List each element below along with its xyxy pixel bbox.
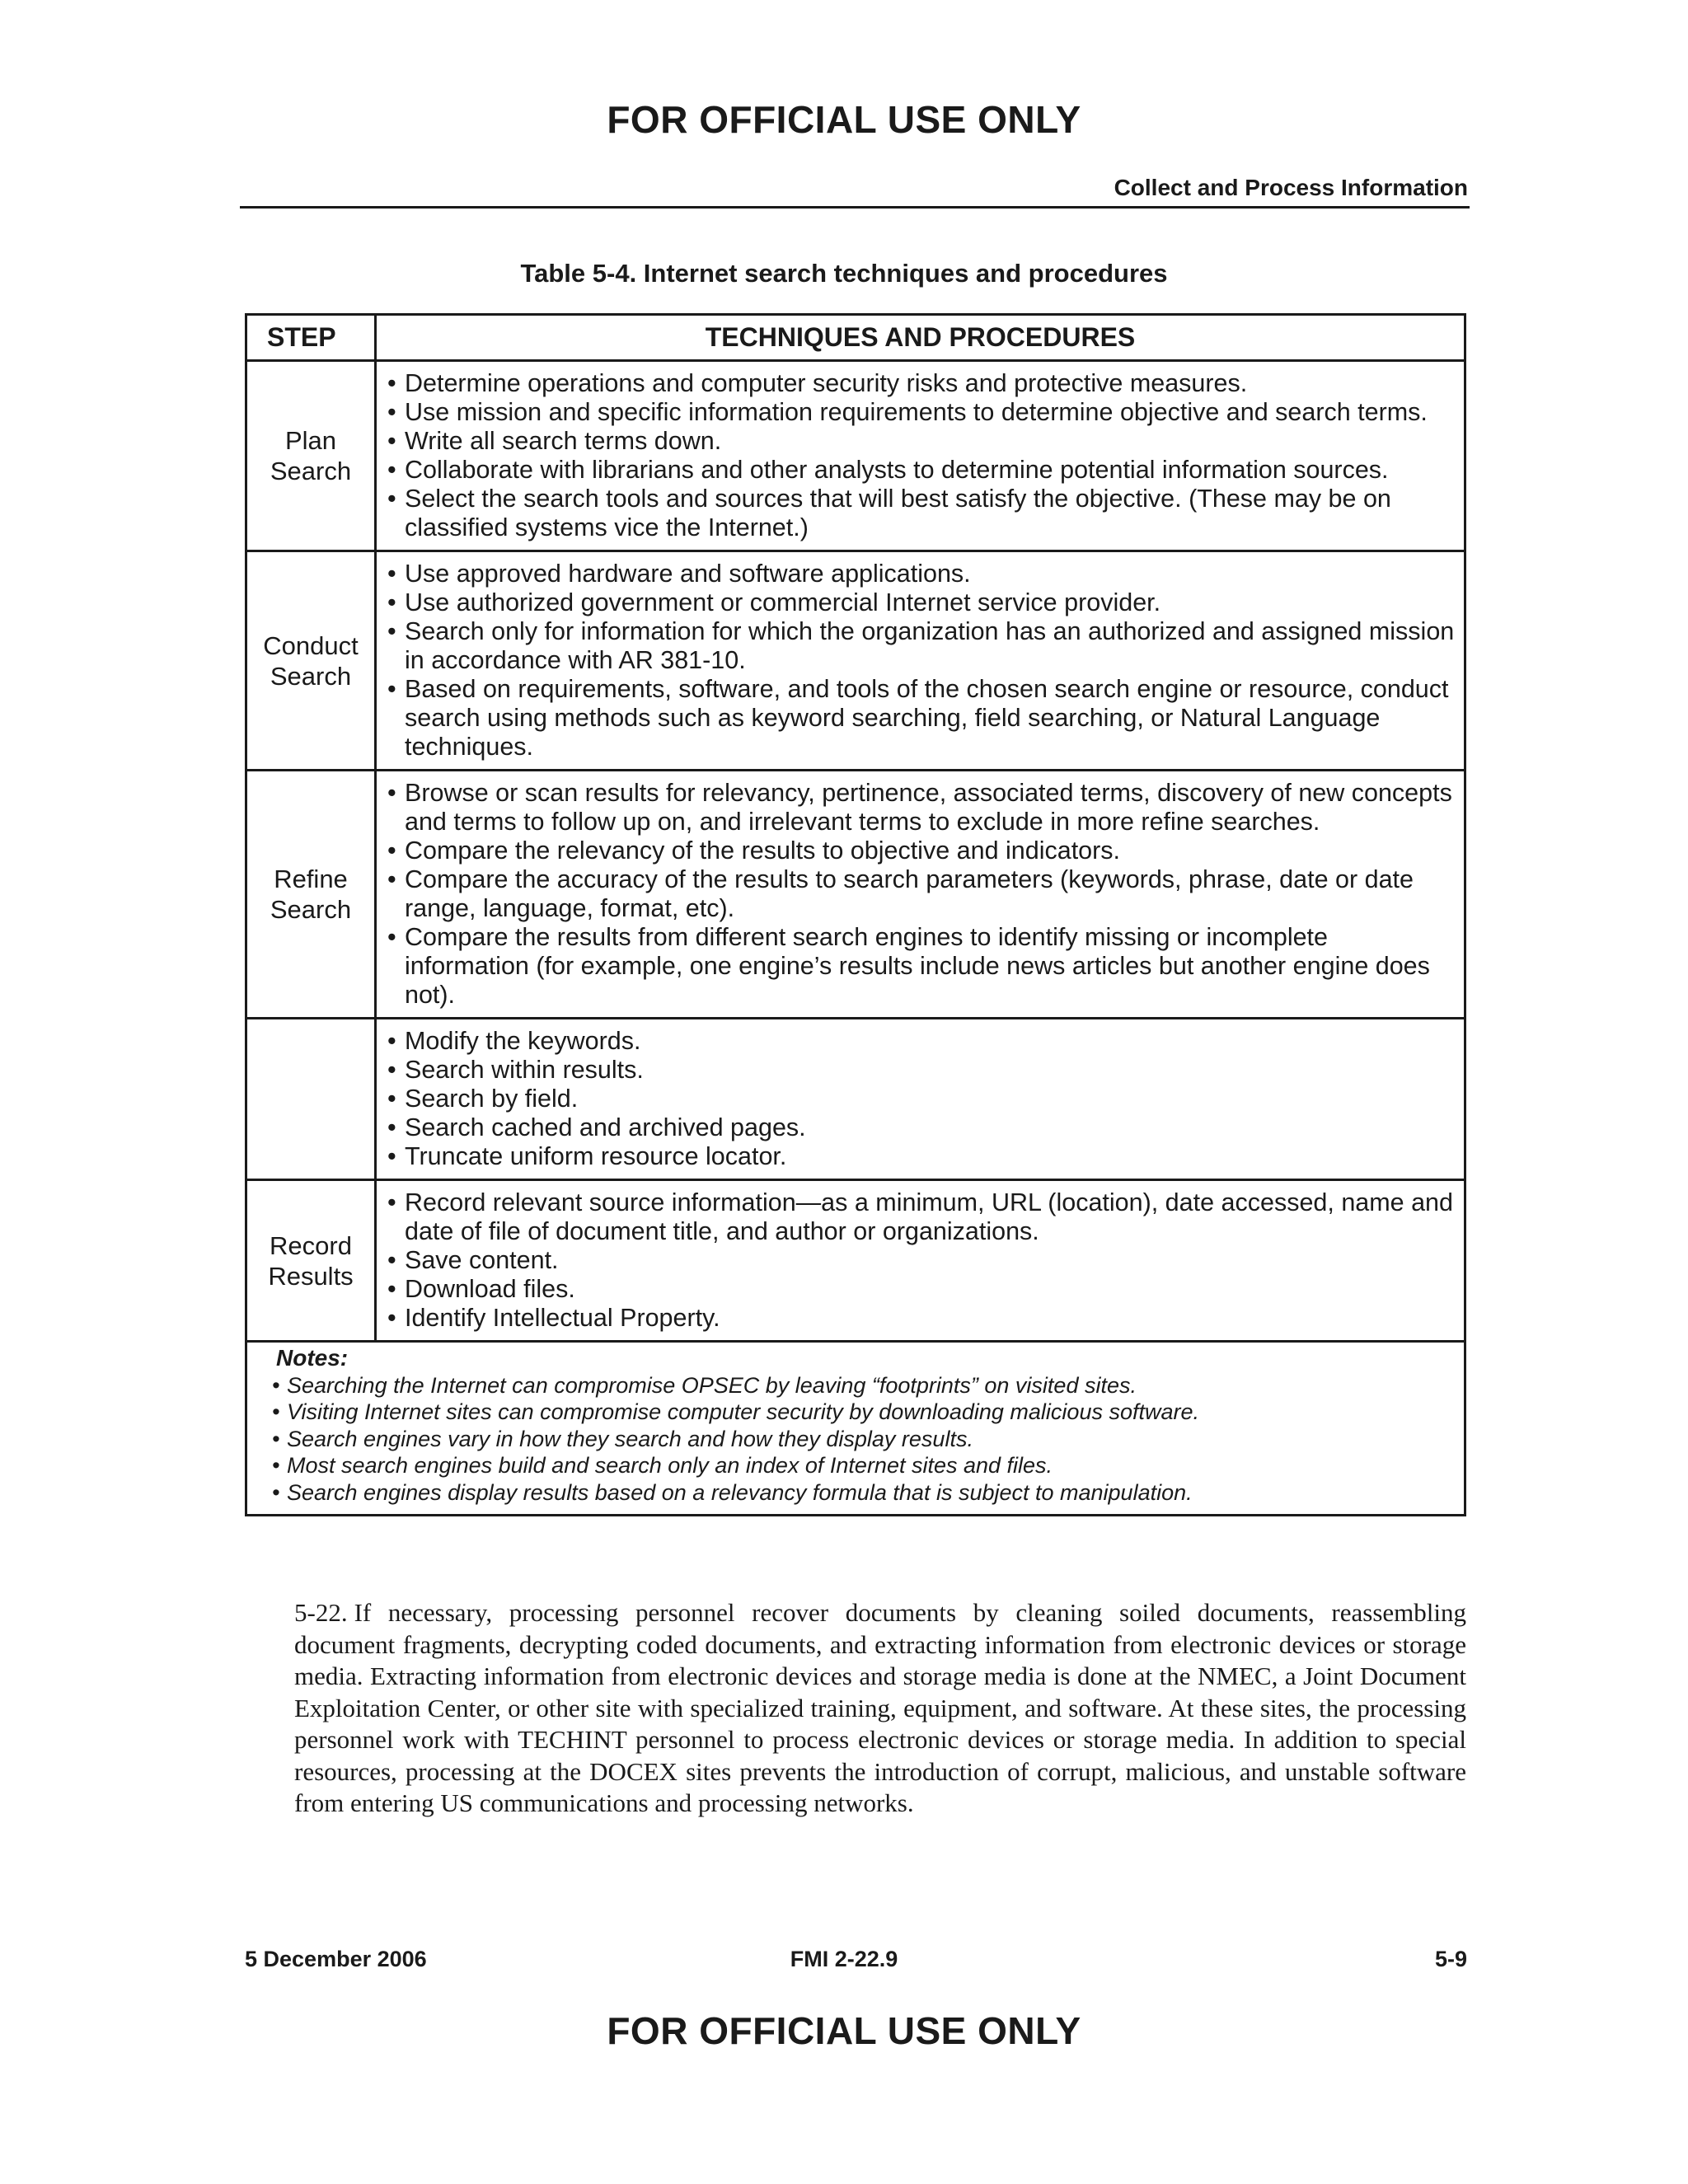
procedure-item: • Compare the accuracy of the results to search parameters (keywords, phrase, date or date range, language, format, etc).: [386, 865, 1456, 923]
procedure-list: [386, 779, 1456, 1010]
table-row: [246, 1019, 1465, 1180]
procedure-item: • Truncate uniform resource locator.: [386, 1142, 1456, 1171]
notes-list: [272, 1372, 1456, 1507]
step-cell: [246, 1019, 376, 1180]
procedure-list: [386, 369, 1456, 542]
paragraph-number: 5-22.: [294, 1598, 348, 1627]
step-cell: [246, 1180, 376, 1342]
step-column-header: STEP: [246, 315, 376, 361]
techniques-table: [245, 313, 1466, 1516]
procedure-list: [386, 560, 1456, 762]
table-title: Table 5-4. Internet search techniques and procedures: [520, 259, 1168, 288]
note-item: • Most search engines build and search only an index of Internet sites and files.: [272, 1452, 1456, 1479]
procedure-item: • Select the search tools and sources that will best satisfy the objective. (These may be on classified systems vice the Internet.): [386, 485, 1456, 542]
step-label: Search: [270, 895, 352, 924]
table-row: [246, 361, 1465, 551]
note-item: • Visiting Internet sites can compromise computer security by downloading malicious software.: [272, 1399, 1456, 1426]
procedures-cell: [376, 1019, 1465, 1180]
table-header-row: [246, 315, 1465, 361]
techniques-column-header: TECHNIQUES AND PROCEDURES: [376, 315, 1465, 361]
step-label: Search: [270, 457, 352, 485]
procedure-item: • Record relevant source information—as a minimum, URL (location), date accessed, name and date of file of document title, and author or organizations.: [386, 1188, 1456, 1246]
procedure-item: • Modify the keywords.: [386, 1027, 1456, 1056]
running-head: Collect and Process Information: [1114, 175, 1468, 200]
procedure-item: • Collaborate with librarians and other analysts to determine potential information sources.: [386, 456, 1456, 485]
procedure-item: • Search only for information for which the organization has an authorized and assigned mission in accordance with AR 381-10.: [386, 617, 1456, 675]
table-row: [246, 1180, 1465, 1342]
step-cell: [246, 361, 376, 551]
procedures-cell: [376, 551, 1465, 771]
procedure-list: [386, 1027, 1456, 1171]
procedure-item: • Search by field.: [386, 1085, 1456, 1113]
footer-date: 5 December 2006: [245, 1947, 427, 1971]
paragraph-text: If necessary, processing personnel recover documents by cleaning soiled documents, reassembling document fragments, decrypting coded documents, and extracting information from electronic devices or storage media. Extracting information from electronic devices and storage media is done at the NMEC, a Joint Document Exploitation Center, or other site with specialized training, equipment, and software. At these sites, the processing personnel work with TECHINT personnel to process electronic devices or storage media. In addition to special resources, processing at the DOCEX sites prevents the introduction of corrupt, malicious, and unstable software from entering US communications and processing networks.: [294, 1598, 1466, 1817]
bottom-security-marking: FOR OFFICIAL USE ONLY: [607, 2009, 1081, 2052]
procedure-item: • Save content.: [386, 1246, 1456, 1275]
procedures-cell: [376, 771, 1465, 1019]
note-item: • Searching the Internet can compromise OPSEC by leaving “footprints” on visited sites.: [272, 1372, 1456, 1399]
table-row: [246, 551, 1465, 771]
step-cell: [246, 771, 376, 1019]
procedures-cell: [376, 361, 1465, 551]
step-label: Plan: [284, 426, 337, 455]
step-label: Conduct: [263, 630, 359, 660]
procedure-item: • Use authorized government or commercial Internet service provider.: [386, 588, 1456, 617]
body-paragraph: [294, 1597, 1466, 1820]
procedure-item: • Based on requirements, software, and tools of the chosen search engine or resource, conduct search using methods such as keyword searching, field searching, or Natural Language techniques.: [386, 675, 1456, 762]
procedure-item: • Compare the relevancy of the results to objective and indicators.: [386, 837, 1456, 865]
step-label: Record: [270, 1230, 352, 1260]
notes-title: Notes:: [276, 1345, 349, 1371]
top-security-marking: FOR OFFICIAL USE ONLY: [607, 98, 1081, 141]
note-item: • Search engines display results based on a relevancy formula that is subject to manipulation.: [272, 1479, 1456, 1507]
step-label: Results: [268, 1261, 354, 1291]
procedure-item: • Compare the results from different search engines to identify missing or incomplete information (for example, one engine’s results include news articles but another engine does not).: [386, 923, 1456, 1010]
table-body: [246, 361, 1465, 1342]
notes-row: [246, 1342, 1465, 1516]
step-label: Search: [270, 661, 352, 691]
step-label: Refine: [274, 865, 348, 893]
procedure-item: • Identify Intellectual Property.: [386, 1304, 1456, 1333]
procedure-list: [386, 1188, 1456, 1333]
footer-page-number: 5-9: [1434, 1947, 1467, 1971]
header-rule: [240, 206, 1470, 209]
table-row: [246, 771, 1465, 1019]
procedure-item: • Use approved hardware and software applications.: [386, 560, 1456, 588]
procedure-item: • Search cached and archived pages.: [386, 1113, 1456, 1142]
procedure-item: • Browse or scan results for relevancy, pertinence, associated terms, discovery of new concepts and terms to follow up on, and irrelevant terms to exclude in more refine searches.: [386, 779, 1456, 837]
procedure-item: • Use mission and specific information requirements to determine objective and search terms.: [386, 398, 1456, 427]
procedure-item: • Download files.: [386, 1275, 1456, 1304]
procedures-cell: [376, 1180, 1465, 1342]
procedure-item: • Determine operations and computer security risks and protective measures.: [386, 369, 1456, 398]
step-cell: [246, 551, 376, 771]
footer-publication: FMI 2-22.9: [790, 1947, 898, 1971]
procedure-item: • Search within results.: [386, 1056, 1456, 1085]
procedure-item: • Write all search terms down.: [386, 427, 1456, 456]
note-item: • Search engines vary in how they search and how they display results.: [272, 1426, 1456, 1453]
notes-cell: [246, 1342, 1465, 1516]
